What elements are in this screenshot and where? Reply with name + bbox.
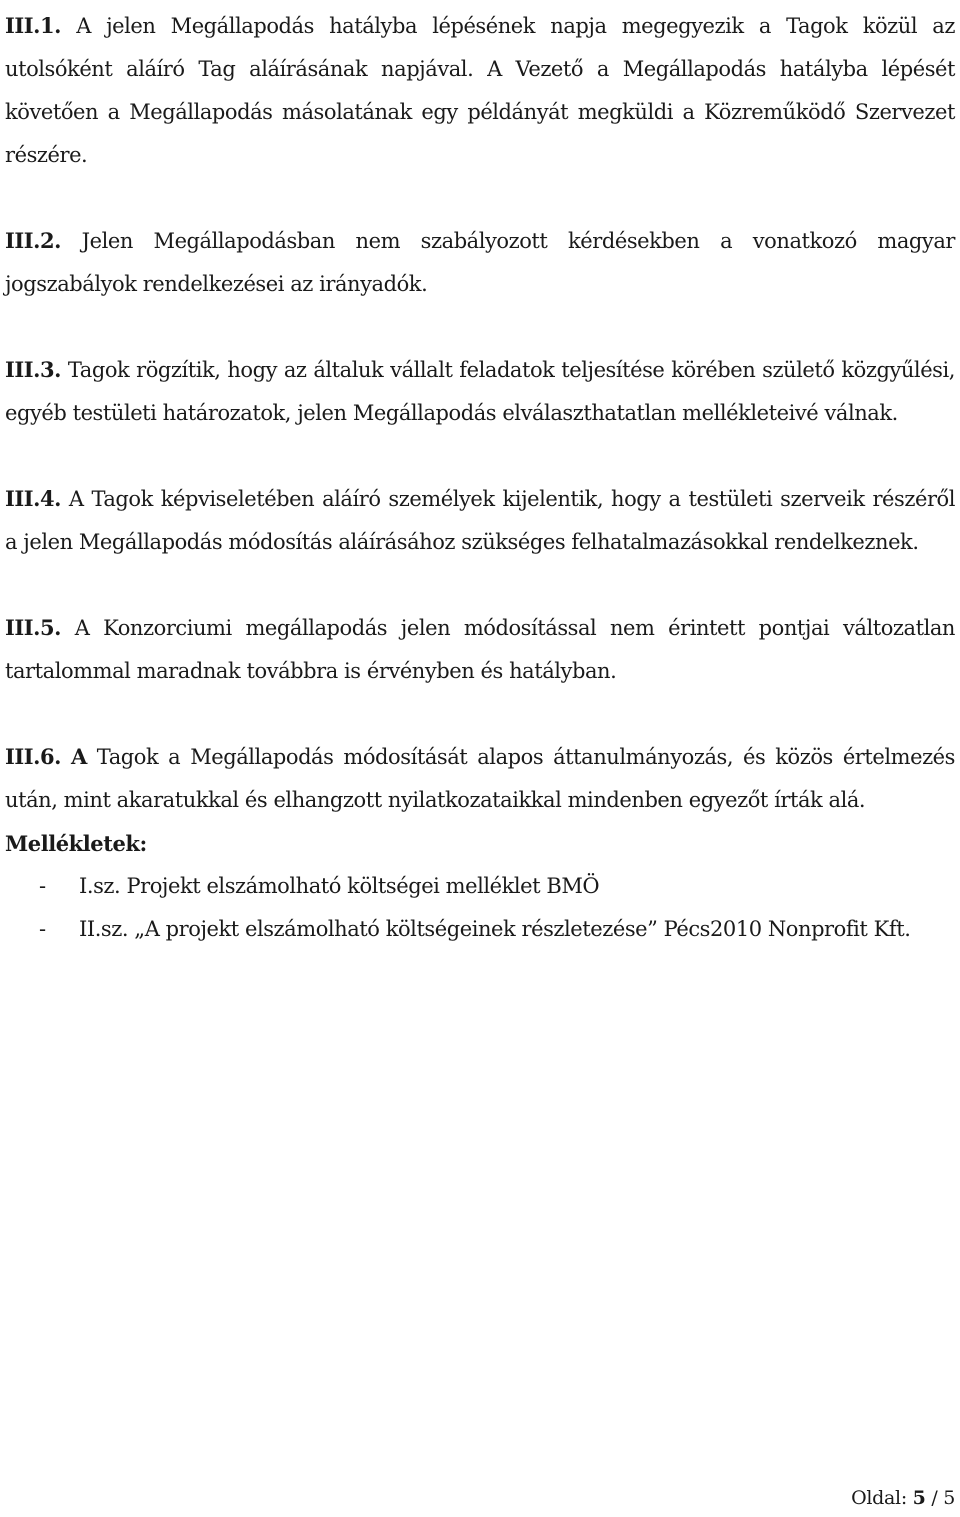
annex-item bbox=[5, 865, 955, 908]
page-separator: / bbox=[931, 1487, 938, 1509]
paragraph-number: III.4. bbox=[5, 486, 62, 511]
list-dash: - bbox=[39, 917, 46, 941]
paragraph-iii-5 bbox=[5, 606, 955, 693]
annexes-heading: Mellékletek: bbox=[5, 831, 147, 856]
document-page bbox=[5, 4, 955, 951]
page-label: Oldal: bbox=[851, 1487, 907, 1509]
paragraph-text: A Konzorciumi megállapodás jelen módosítással nem érintett pontjai változatlan tartalommal maradnak továbbra is érvényben és hatályban. bbox=[5, 616, 955, 683]
paragraph-text: A jelen Megállapodás hatályba lépésének napja megegyezik a Tagok közül az utolsóként aláíró Tag aláírásának napjával. A Vezető a Megállapodás hatályba lépését követően a Megállapodás másolatának egy példányát megküldi a Közreműködő Szervezet részére. bbox=[5, 14, 955, 167]
paragraph-text: A Tagok képviseletében aláíró személyek kijelentik, hogy a testületi szerveik részéről a jelen Megállapodás módosítás aláírásához szükséges felhatalmazásokkal rendelkeznek. bbox=[5, 487, 955, 554]
paragraph-lead-word: A bbox=[70, 744, 87, 769]
paragraph-iii-2 bbox=[5, 219, 955, 306]
total-page-number: 5 bbox=[943, 1487, 955, 1509]
annex-list bbox=[5, 865, 955, 951]
paragraph-iii-4 bbox=[5, 477, 955, 564]
paragraph-iii-3 bbox=[5, 348, 955, 435]
annex-text: I.sz. Projekt elszámolható költségei melléklet BMÖ bbox=[79, 874, 600, 898]
paragraph-number: III.3. bbox=[5, 357, 62, 382]
paragraph-number: III.1. bbox=[5, 13, 62, 38]
annex-item bbox=[5, 908, 955, 951]
paragraph-number: III.6. bbox=[5, 744, 62, 769]
paragraph-text: Jelen Megállapodásban nem szabályozott kérdésekben a vonatkozó magyar jogszabályok rendelkezései az irányadók. bbox=[5, 229, 955, 296]
paragraph-number: III.5. bbox=[5, 615, 62, 640]
paragraph-number: III.2. bbox=[5, 228, 62, 253]
list-dash: - bbox=[39, 874, 46, 898]
page-footer bbox=[851, 1486, 955, 1510]
paragraph-text: Tagok rögzítik, hogy az általuk vállalt feladatok teljesítése körében születő közgyűlési, egyéb testületi határozatok, jelen Megállapodás elválaszthatatlan mellékleteivé válnak. bbox=[5, 358, 955, 425]
paragraph-text: Tagok a Megállapodás módosítását alapos áttanulmányozás, és közös értelmezés után, mint akaratukkal és elhangzott nyilatkozataikkal mindenben egyezőt írták alá. bbox=[5, 745, 955, 812]
paragraph-iii-1 bbox=[5, 4, 955, 177]
annex-text: II.sz. „A projekt elszámolható költségeinek részletezése” Pécs2010 Nonprofit Kft. bbox=[79, 917, 911, 941]
paragraph-iii-6 bbox=[5, 735, 955, 822]
current-page-number: 5 bbox=[912, 1487, 926, 1509]
